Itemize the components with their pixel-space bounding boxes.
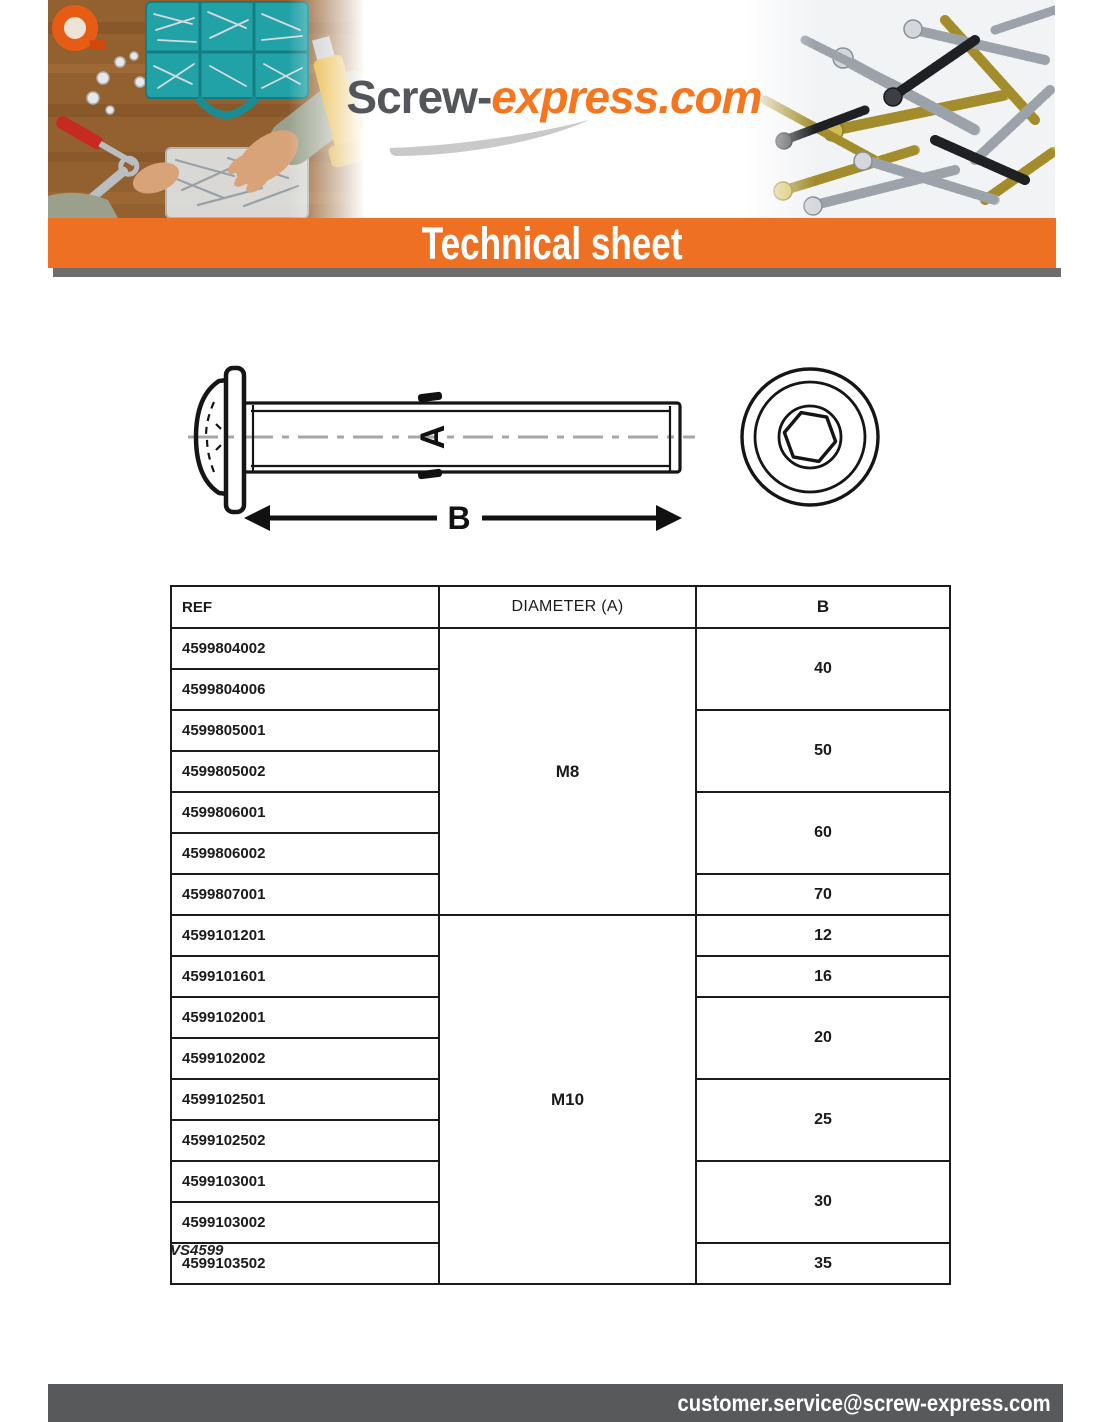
ref-cell: 4599101201 — [171, 915, 439, 956]
ref-cell: 4599101601 — [171, 956, 439, 997]
table-row — [171, 628, 950, 669]
screw-technical-drawing — [150, 340, 930, 570]
b-cell: 25 — [696, 1079, 950, 1161]
b-cell: 30 — [696, 1161, 950, 1243]
title-banner — [48, 218, 1056, 268]
footer-bar — [48, 1384, 1063, 1422]
workbench-photo — [48, 0, 365, 218]
logo-swoosh — [386, 116, 591, 158]
spec-table — [170, 585, 951, 1285]
b-cell: 50 — [696, 710, 950, 792]
screws-pile-photo — [745, 0, 1055, 218]
customer-service-email: customer.service@screw-express.com — [677, 1389, 1051, 1416]
ref-cell: 4599103002 — [171, 1202, 439, 1243]
ref-cell: 4599103502 — [171, 1243, 439, 1284]
b-cell: 16 — [696, 956, 950, 997]
page-title: Technical sheet — [421, 217, 683, 269]
ref-cell: 4599806002 — [171, 833, 439, 874]
ref-cell: 4599102002 — [171, 1038, 439, 1079]
ref-cell: 4599102001 — [171, 997, 439, 1038]
ref-cell: 4599102502 — [171, 1120, 439, 1161]
logo-text-screw: Screw- — [346, 71, 492, 123]
table-header-row — [171, 586, 950, 628]
b-cell: 70 — [696, 874, 950, 915]
hex-socket — [784, 413, 835, 462]
b-cell: 20 — [696, 997, 950, 1079]
banner-shadow-strip — [53, 268, 1061, 277]
column-header-b: B — [696, 586, 950, 628]
b-cell: 35 — [696, 1243, 950, 1284]
diameter-cell-m10: M10 — [439, 915, 696, 1284]
ref-cell: 4599806001 — [171, 792, 439, 833]
table-row — [171, 915, 950, 956]
screw-head-flange — [226, 368, 244, 512]
dimension-b-label: B — [447, 500, 471, 536]
diameter-cell-m8: M8 — [439, 628, 696, 915]
logo-text-express: express.com — [491, 71, 762, 123]
document-code: VS4599 — [170, 1242, 224, 1259]
screw-front-view — [742, 369, 878, 505]
b-cell: 60 — [696, 792, 950, 874]
b-cell: 40 — [696, 628, 950, 710]
ref-cell: 4599804006 — [171, 669, 439, 710]
b-cell: 12 — [696, 915, 950, 956]
ref-cell: 4599103001 — [171, 1161, 439, 1202]
ref-cell: 4599805002 — [171, 751, 439, 792]
dimension-a-label: A — [414, 424, 452, 450]
ref-cell: 4599805001 — [171, 710, 439, 751]
ref-cell: 4599804002 — [171, 628, 439, 669]
column-header-ref: REF — [171, 586, 439, 628]
ref-cell: 4599807001 — [171, 874, 439, 915]
column-header-diameter: DIAMETER (A) — [439, 586, 696, 628]
ref-cell: 4599102501 — [171, 1079, 439, 1120]
